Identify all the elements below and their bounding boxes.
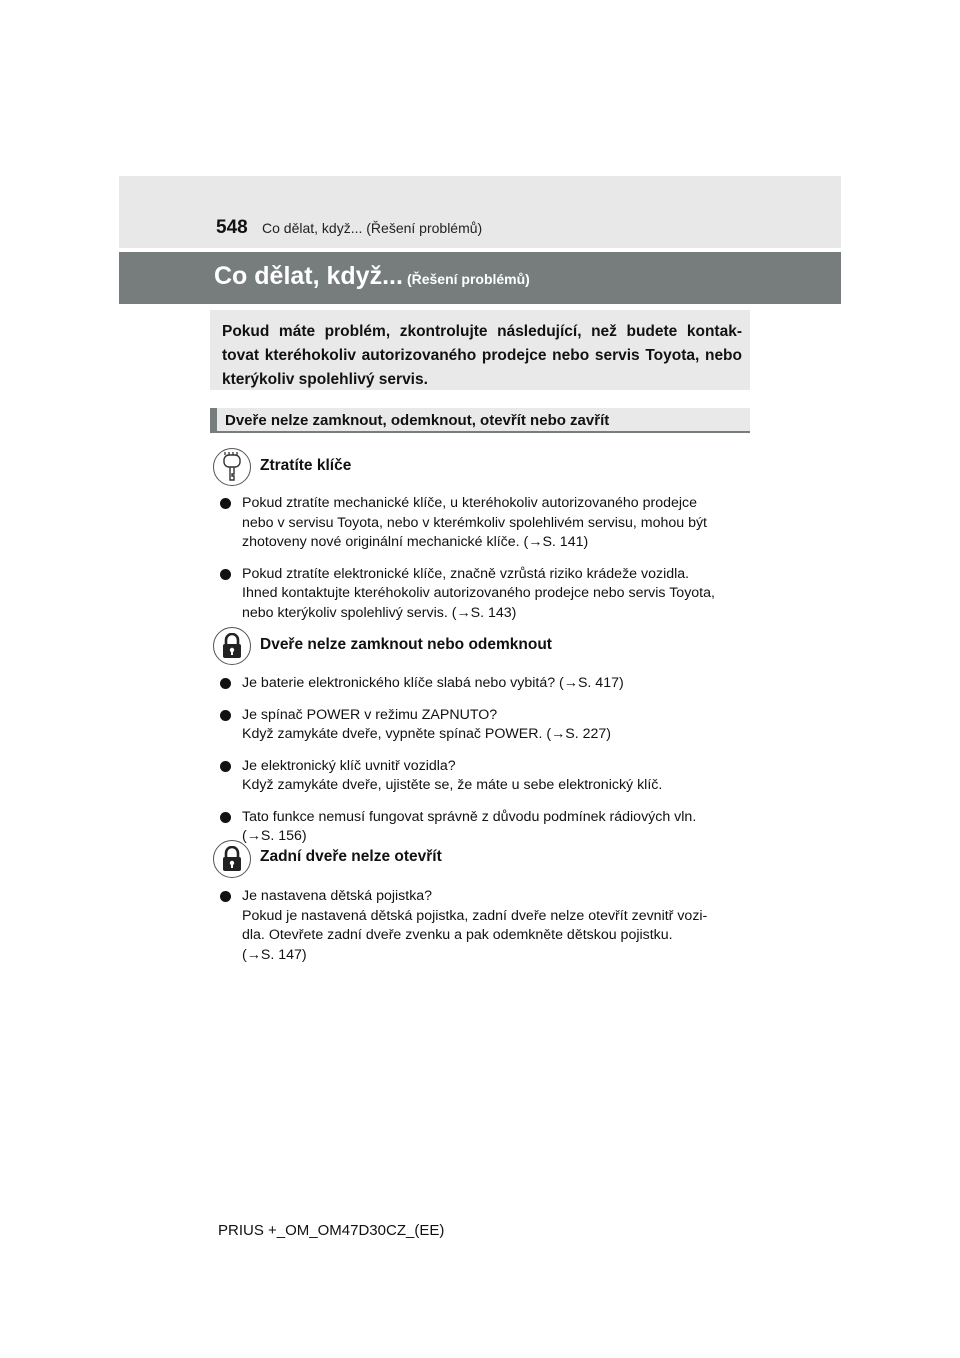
bullet-icon <box>220 891 231 902</box>
list-item <box>218 887 748 965</box>
list-item-line: zhotoveny nové originální mechanické klíče. (→S. 141) <box>242 534 589 550</box>
bullet-list <box>218 494 748 635</box>
page-title-sub: (Řešení problémů) <box>406 271 530 287</box>
bullet-icon <box>220 498 231 509</box>
page-title <box>214 262 530 291</box>
list-item <box>218 706 748 745</box>
list-item-line: Je elektronický klíč uvnitř vozidla? <box>242 757 456 774</box>
list-item <box>218 757 748 796</box>
bullet-icon <box>220 569 231 580</box>
bullet-icon <box>220 678 231 689</box>
list-item-line: Pokud ztratíte mechanické klíče, u kteréhokoliv autorizovaného prodejce <box>242 495 698 511</box>
footer-doc-code: PRIUS +_OM_OM47D30CZ_(EE) <box>218 1222 445 1239</box>
intro-box: Pokud máte problém, zkontrolujte následující, než budete kontak-tovat kteréhokoliv autorizovaného prodejce nebo servis Toyota, nebo kterýkoliv spolehlivý servis. <box>210 310 750 390</box>
list-item <box>218 494 748 553</box>
list-item-line: nebo kterýkoliv spolehlivý servis. (→S. 143) <box>242 604 517 621</box>
list-item-line: Pokud je nastavená dětská pojistka, zadní dveře nelze otevřít zevnitř vozi- <box>242 907 708 924</box>
list-item-line: Je nastavena dětská pojistka? <box>242 888 433 904</box>
list-item-line: Je spínač POWER v režimu ZAPNUTO? <box>242 706 498 723</box>
list-item-line: Je baterie elektronického klíče slabá nebo vybitá? (→S. 417) <box>242 675 624 691</box>
bullet-list <box>218 674 748 859</box>
page-title-main: Co dělat, když... <box>214 262 403 290</box>
list-item-line: Tato funkce nemusí fungovat správně z důvodu podmínek rádiových vln. <box>242 808 697 825</box>
lock-icon <box>213 840 251 878</box>
key-icon <box>213 448 251 486</box>
list-item <box>218 808 748 847</box>
lock-icon <box>213 627 251 665</box>
list-item-line: Když zamykáte dveře, ujistěte se, že máte u sebe elektronický klíč. <box>242 777 663 793</box>
bullet-icon <box>220 812 231 823</box>
list-item-line: nebo v servisu Toyota, nebo v kterémkoliv spolehlivém servisu, mohou být <box>242 514 707 531</box>
list-item <box>218 565 748 624</box>
bullet-icon <box>220 761 231 772</box>
list-item-line: Když zamykáte dveře, vypněte spínač POWER. (→S. 227) <box>242 726 612 742</box>
bullet-list <box>218 887 748 977</box>
page-number: 548 <box>216 217 248 238</box>
list-item-line: Ihned kontaktujte kteréhokoliv autorizovaného prodejce nebo servis Toyota, <box>242 585 715 601</box>
running-title: Co dělat, když... (Řešení problémů) <box>262 220 483 236</box>
list-item-line: (→S. 156) <box>242 828 307 844</box>
bullet-icon <box>220 710 231 721</box>
list-item-line: (→S. 147) <box>242 946 307 963</box>
list-item <box>218 674 748 694</box>
subsection-heading: Zadní dveře nelze otevřít <box>260 848 442 865</box>
section-heading: Dveře nelze zamknout, odemknout, otevřít nebo zavřít <box>210 408 750 433</box>
subsection-heading: Ztratíte klíče <box>260 457 352 474</box>
list-item-line: dla. Otevřete zadní dveře zvenku a pak odemkněte dětskou pojistku. <box>242 927 673 943</box>
list-item-line: Pokud ztratíte elektronické klíče, značně vzrůstá riziko krádeže vozidla. <box>242 565 690 582</box>
subsection-heading: Dveře nelze zamknout nebo odemknout <box>260 636 552 653</box>
